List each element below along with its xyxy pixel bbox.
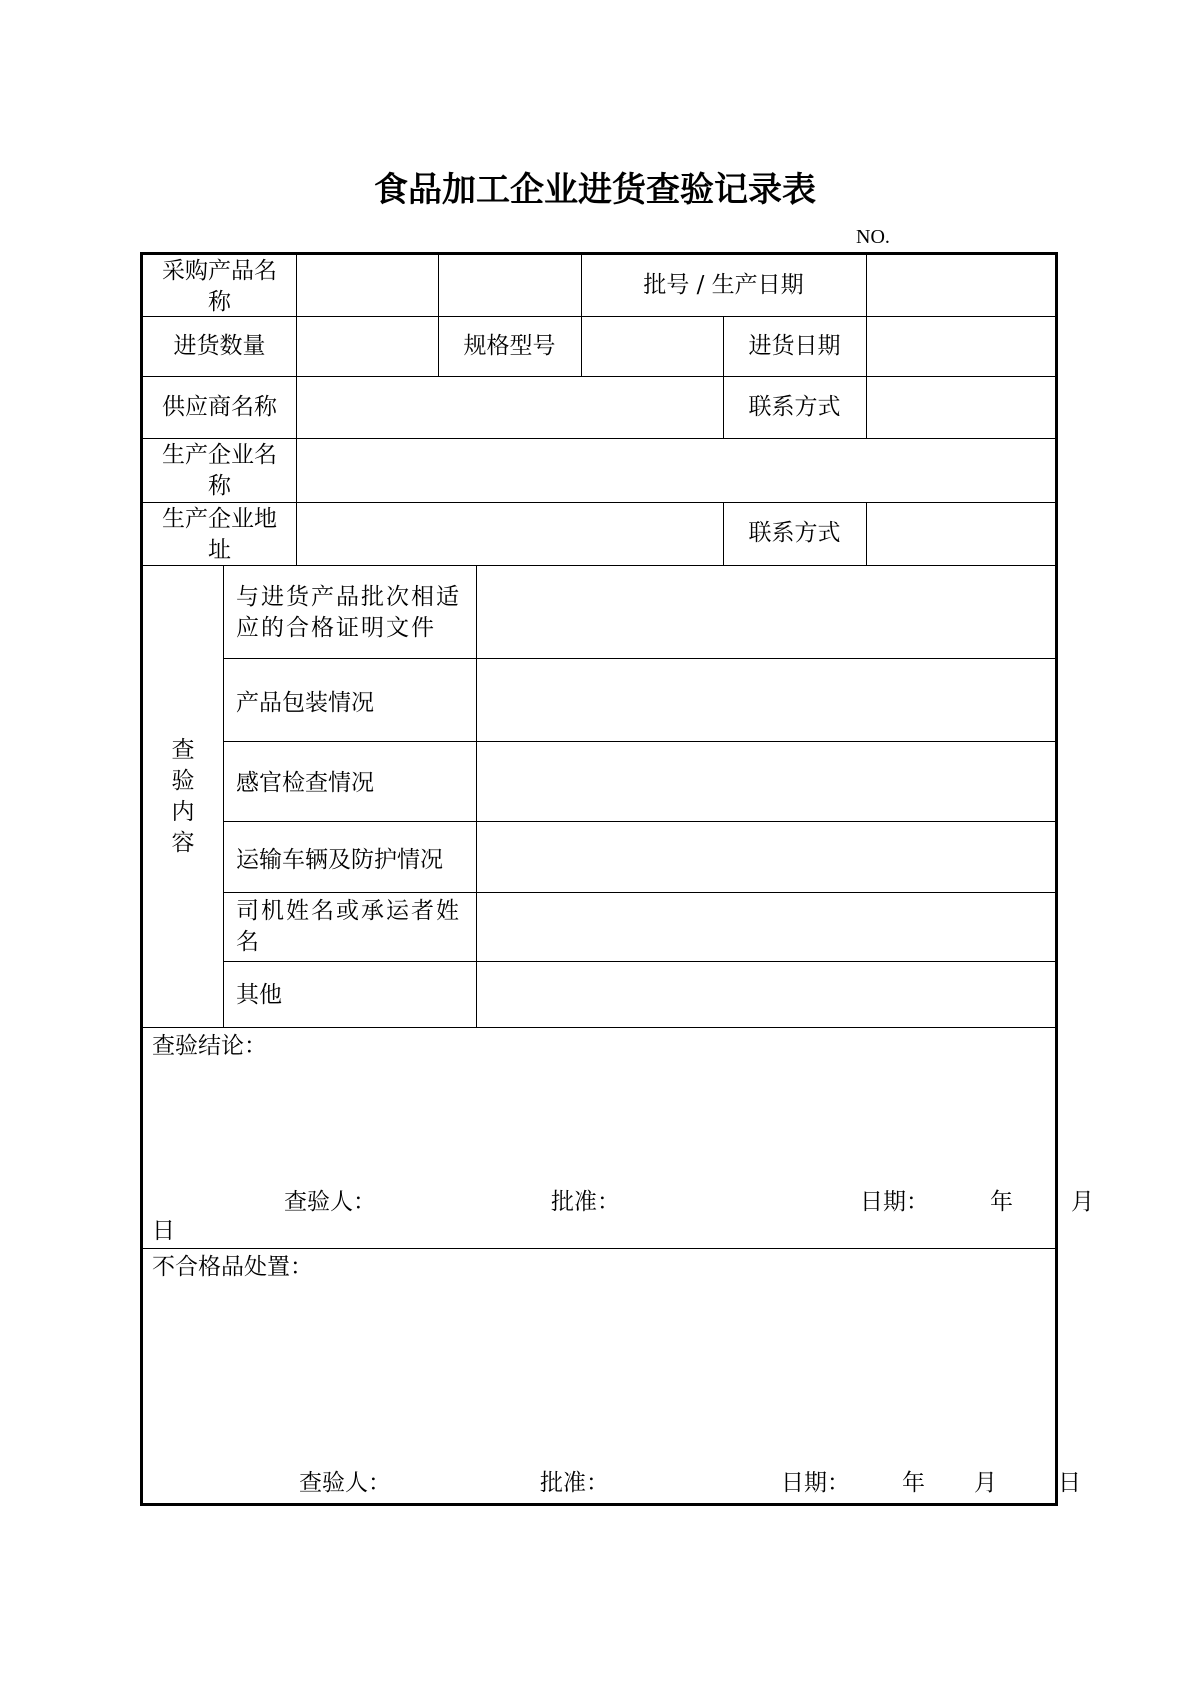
row-divider: [223, 821, 1058, 822]
col-divider: [476, 565, 477, 1027]
row-divider: [223, 892, 1058, 893]
conclusion-year-label: 年: [990, 1189, 1013, 1215]
nonconforming-day-label: 日: [1058, 1470, 1081, 1496]
row-divider: [140, 438, 1058, 439]
document-title: 食品加工企业进货查验记录表: [374, 170, 816, 210]
row-divider: [140, 502, 1058, 503]
conclusion-approver-label: 批准：: [551, 1189, 620, 1215]
driver-item-line1: 司机姓名或承运者姓: [236, 898, 461, 924]
driver-item-label: [236, 896, 461, 958]
inspection-section-label: [143, 735, 223, 859]
manufacturer-contact-label: 联系方式: [748, 520, 841, 546]
packaging-item-label: 产品包装情况: [236, 690, 374, 716]
other-item-label: 其他: [236, 982, 282, 1008]
quantity-label: 进货数量: [173, 333, 266, 359]
conclusion-label: 查验结论：: [152, 1033, 267, 1059]
nonconforming-month-label: 月: [974, 1470, 997, 1496]
supplier-name-label: 供应商名称: [162, 394, 277, 420]
row-divider: [223, 741, 1058, 742]
purchase-date-label: 进货日期: [748, 333, 841, 359]
sensory-item-label: 感官检查情况: [236, 770, 374, 796]
row-divider: [223, 658, 1058, 659]
row-divider: [140, 1248, 1058, 1249]
inspection-label-char: 内: [171, 799, 195, 825]
manufacturer-name-label-line1: 生产企业名: [162, 442, 277, 468]
nonconforming-approver-label: 批准：: [540, 1470, 609, 1496]
certificate-item-line2: 应的合格证明文件: [236, 615, 436, 641]
row-divider: [140, 376, 1058, 377]
conclusion-day-label: 日: [152, 1218, 175, 1244]
table-border-bottom: [140, 1503, 1058, 1506]
manufacturer-address-label-line2: 址: [208, 537, 231, 563]
table-border-right: [1055, 252, 1058, 1506]
col-divider: [866, 502, 867, 565]
nonconforming-year-label: 年: [902, 1470, 925, 1496]
manufacturer-name-label-line2: 称: [208, 473, 231, 499]
nonconforming-date-label: 日期：: [781, 1470, 850, 1496]
driver-item-line2: 名: [236, 929, 261, 955]
spec-model-label: 规格型号: [463, 333, 556, 359]
conclusion-month-label: 月: [1071, 1189, 1094, 1215]
manufacturer-address-label: [143, 504, 296, 566]
col-divider: [866, 252, 867, 438]
transport-item-label: 运输车辆及防护情况: [236, 847, 443, 873]
batch-date-label: 批号 / 生产日期: [643, 272, 804, 298]
conclusion-inspector-label: 查验人：: [284, 1189, 376, 1215]
supplier-contact-label: 联系方式: [748, 394, 841, 420]
inspection-label-char: 容: [171, 830, 195, 856]
manufacturer-address-label-line1: 生产企业地: [162, 506, 277, 532]
row-divider: [223, 961, 1058, 962]
product-name-label: [143, 256, 296, 318]
nonconforming-label: 不合格品处置：: [152, 1254, 313, 1280]
product-name-label-line1: 采购产品名: [162, 258, 277, 284]
product-name-label-line2: 称: [208, 289, 231, 315]
conclusion-date-label: 日期：: [860, 1189, 929, 1215]
certificate-item-line1: 与进货产品批次相适: [236, 584, 461, 610]
certificate-item-label: [236, 582, 461, 644]
table-border-top: [140, 252, 1058, 255]
record-number-label: NO.: [856, 226, 890, 248]
inspection-label-char: 验: [171, 768, 195, 794]
col-divider: [296, 252, 297, 565]
row-divider: [140, 1027, 1058, 1028]
nonconforming-inspector-label: 查验人：: [299, 1470, 391, 1496]
manufacturer-name-label: [143, 440, 296, 502]
inspection-label-char: 查: [171, 737, 195, 763]
col-divider: [223, 565, 224, 1027]
